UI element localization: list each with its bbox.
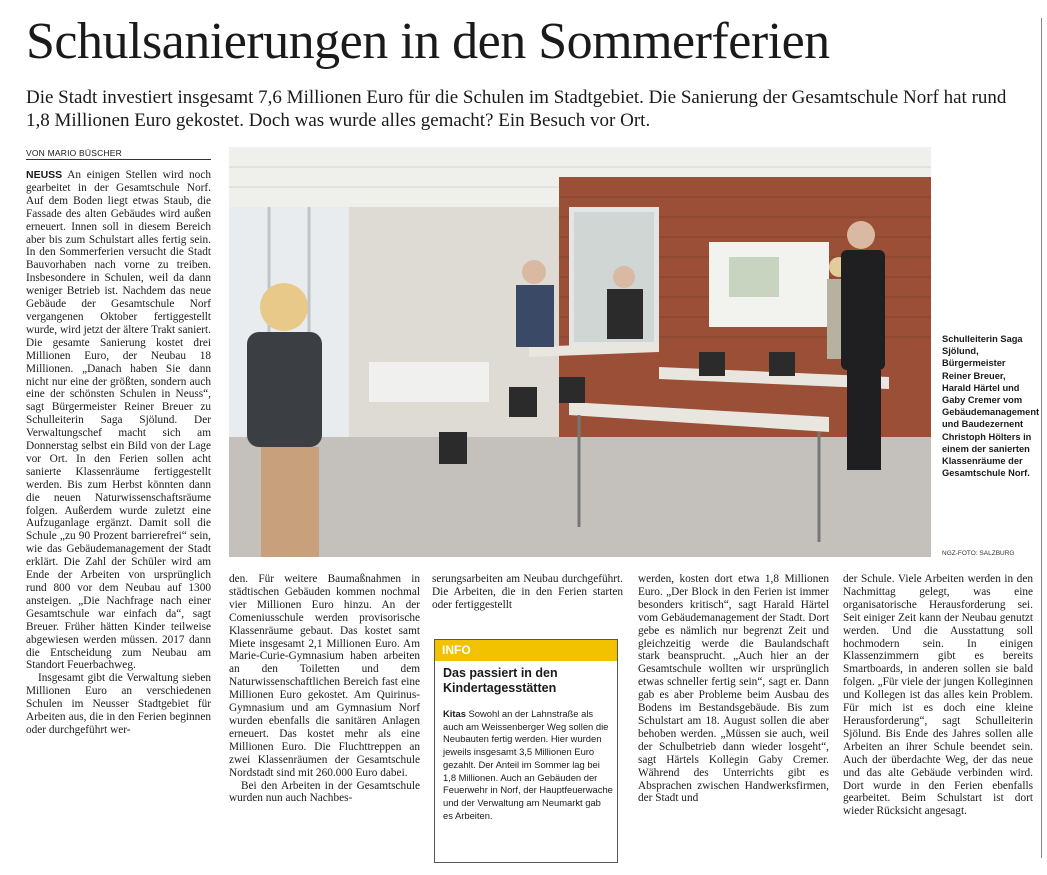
info-tag: INFO (435, 640, 617, 661)
column-3-paragraph-1: serungsarbeiten am Neubau durchgeführt. Die Arbeiten, die in den Ferien starten oder fertiggestellt (432, 573, 623, 611)
headline: Schulsanierungen in den Sommerferien (26, 13, 830, 70)
article-column-1 (26, 169, 211, 869)
author-byline: VON MARIO BÜSCHER (26, 148, 122, 158)
article-column-5 (843, 573, 1033, 818)
info-lead: Kitas (443, 708, 466, 719)
photo-credit: NGZ-FOTO: SALZBURG (942, 550, 1015, 557)
article-column-2 (229, 573, 420, 805)
column-1-paragraph-2: Insgesamt gibt die Verwaltung sieben Millionen Euro an verschiedenen Schulen im Neusser Stadtgebiet für Arbeiten aus, die in den Ferien beginnen oder durchgeführt wer- (26, 672, 211, 736)
page-edge-rule (1041, 18, 1042, 858)
article-column-3 (432, 573, 623, 612)
column-5-paragraph-1: der Schule. Viele Arbeiten werden in den Nachmittag gelegt, was eine organisatorische Herausforderung sei. Seit einiger Zeit kann der Neubau genutzt werden. Und die Ausstattung soll hochmodern sein. In einigen Klassenzimmern gibt es bereits Smartboards, in anderen sollen sie bald folgen. „Für viele der jungen Kolleginnen und Kollegen ist das alles kein Problem. Für mich ist es doch eine kleine Herausforderung“, sagt Schulleiterin Sjölund. Bis Ende des Jahres sollen alle Arbeiten an ihrer Schule beendet sein. Auch der überdachte Weg, der das neue und das alte Gebäude verbinden wird. Dort wurde in den Ferien ebenfalls gearbeitet. Beim Schulstart ist dort wieder Rücksicht angesagt. (843, 573, 1033, 818)
article-photo (229, 147, 931, 557)
info-title: Das passiert in den Kindertagesstätten (443, 666, 558, 695)
column-1-paragraph-1: An einigen Stellen wird noch gearbeitet in der Gesamtschule Norf. Auf dem Boden liegt etwas Staub, die Fassade des alten Gebäudes wird außen erneuert. Innen soll in diesem Bereich aber bis zum Schulstart alles fertig sein. In den Sommerferien versucht die Stadt Bauvorhaben nach vorne zu treiben. Insbesondere in Schulen, weil da dann weniger Betrieb ist. Nachdem das neue Gebäude der Gesamtschule Norf vergangenen Oktober fertiggestellt wurde, wird jetzt der ältere Trakt saniert. Die gesamte Sanierung kostet drei Millionen Euro, der Neubau 18 Millionen. „Danach haben Sie dann nicht nur eine der größten, sondern auch eine der schönsten Schulen in Neuss“, sagt Bürgermeister Reiner Breuer zu Schulleiterin Saga Sjölund. Der Verwaltungschef macht sich am Donnerstag selbst ein Bild von der Lage vor Ort. In den Ferien sollen acht sanierte Klassenräume fertiggestellt werden. Bis zum Herbst könnten dann die neuen Naturwissenschaftsräume folgen. Außerdem wurde zuletzt eine Aufzuganlage ergänzt. Damit soll die Schule „zu 90 Prozent barrierefrei“ sein, wie das Gebäudemanagement der Stadt erklärt. Die Zahl der Schüler wird am Ende der Arbeiten von ursprünglich rund 800 vor dem Neubau auf 1300 ansteigen. „Die Nachfrage nach einer Gesamtschule war einfach da“, sagt Breuer. Früher hätten Kinder teilweise abgewiesen werden müssen. 2017 dann die Entscheidung zum Neubau am Standort Feuerbachweg. (26, 169, 211, 672)
info-box (434, 639, 618, 863)
column-2-paragraph-1: den. Für weitere Baumaßnahmen in städtischen Gebäuden kommen nochmal vier Millionen Euro hinzu. An der Comeniusschule werden provisorische Klassenräume gebaut. Das kostet samt Miete insgesamt 2,1 Millionen Euro. Am Marie-Curie-Gymnasium haben arbeiten an den Toiletten und dem Naturwissenschaftlichen Bereich fast eine Millionen Euro gekostet. Am Quirinus-Gymnasium und am Gymnasium Norf wurden ebenfalls die sanitären Anlagen erneuert. Das kostet mehr als eine Millionen Euro. Die Fluchttreppen an zwei Klassenräumen der Gesamtschule Nordstadt sind mit 260.000 Euro dabei. (229, 573, 420, 779)
article-column-4 (638, 573, 829, 805)
dateline: NEUSS (26, 169, 63, 181)
classroom-photo-illustration (229, 147, 931, 557)
column-2-paragraph-2: Bei den Arbeiten in der Gesamtschule wurden nun auch Nachbes- (229, 779, 420, 805)
column-4-paragraph-1: werden, kosten dort etwa 1,8 Millionen Euro. „Der Block in den Ferien ist immer besonders kritisch“, sagt Harald Härtel vom Gebäudemanagement der Stadt. Dort gebe es nämlich nur begrenzt Zeit und gleichzeitig werde die Baulandschaft stark beansprucht. „Auch hier an der Gesamtschule wollten wir ursprünglich etwas schneller fertig sein“, sagt er. Dann gab es aber Probleme beim Ausbau des Bodens im Bestandsgebäude. Bis zum Schulstart am 18. August sollen die aber behoben werden. „Müssen sie auch, weil der Schulbetrieb dann wieder losgeht“, sagt Härtels Kollegin Gaby Cremer. Während des Unterrichts gibt es Absprachen zwischen Handwerksfirmen, der Stadt und (638, 573, 829, 805)
subheadline: Die Stadt investiert insgesamt 7,6 Millionen Euro für die Schulen im Stadtgebiet. Die Sanierung der Gesamtschule Norf hat rund 1,8 Millionen Euro gekostet. Doch was wurde alles gemacht? Ein Besuch vor Ort. (26, 87, 1007, 131)
byline-rule (26, 159, 211, 160)
info-body (443, 708, 613, 822)
photo-caption: Schulleiterin Saga Sjölund, Bürgermeister Reiner Breuer, Harald Härtel und Gaby Cremer vom Gebäudemanagement und Baudezernent Christoph Hölters in einem der sanierten Klassenräume der Gesamtschule Norf. (942, 334, 1040, 479)
info-text: Sowohl an der Lahnstraße als auch am Weissenberger Weg sollen die Neubauten fertig werden. Hier wurden jeweils insgesamt 3,5 Millionen Euro gezahlt. Der Anteil im Sommer lag bei 1,8 Millionen. Auch an Gebäuden der Feuerwehr in Norf, der Hauptfeuerwache und der Verwaltung am Neumarkt gab es Arbeiten. (443, 708, 613, 821)
